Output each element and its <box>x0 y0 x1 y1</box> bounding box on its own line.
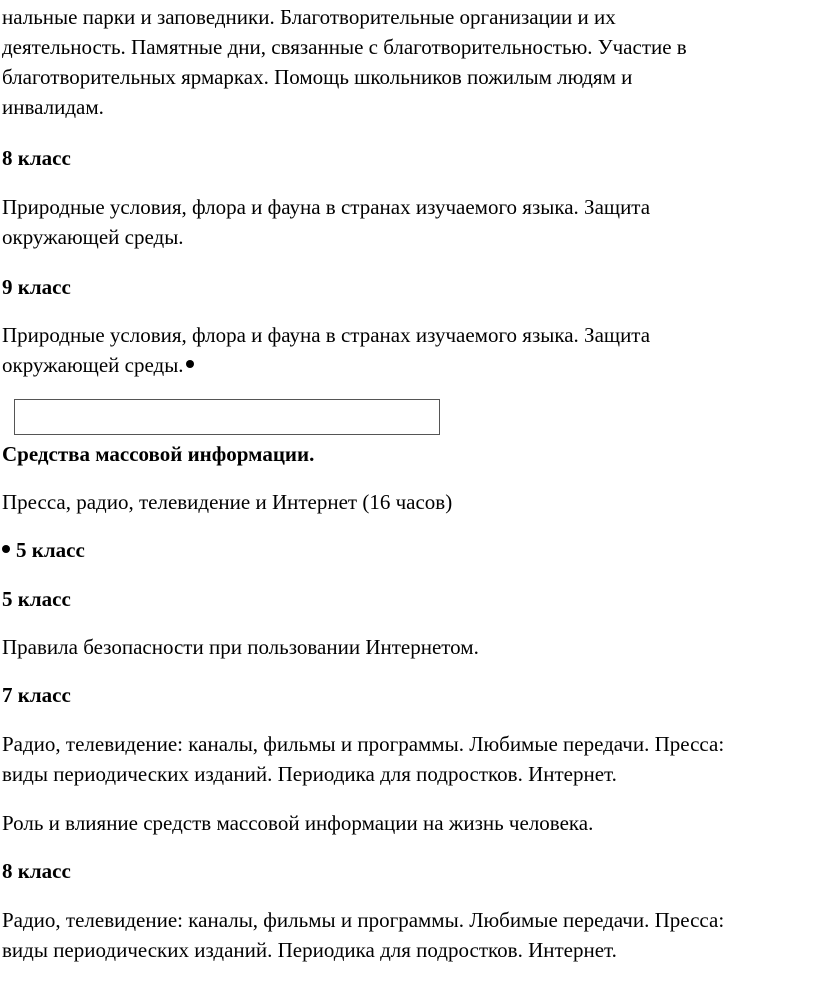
paragraph-line: окружающей среды. <box>2 225 184 249</box>
paragraph-line: инвалидам. <box>2 95 104 119</box>
heading-grade-7: 7 класс <box>2 683 71 707</box>
paragraph-media-influence: Роль и влияние средств массовой информации на жизнь человека. <box>2 811 594 835</box>
heading-grade-5-text: 5 класс <box>16 538 85 562</box>
empty-text-box <box>14 399 440 435</box>
paragraph-media-8 <box>2 905 724 965</box>
paragraph-mass-media-topics: Пресса, радио, телевидение и Интернет (16 часов) <box>2 490 453 514</box>
bullet-icon <box>186 360 194 368</box>
paragraph-line: виды периодических изданий. Периодика для подростков. Интернет. <box>2 762 617 786</box>
paragraph-line-with-bullet <box>2 350 650 380</box>
paragraph-nature-9 <box>2 320 650 380</box>
bulleted-heading-grade-5 <box>2 535 85 565</box>
heading-grade-8-media: 8 класс <box>2 859 71 883</box>
paragraph-line: нальные парки и заповедники. Благотворительные организации и их <box>2 5 616 29</box>
bullet-icon <box>2 545 10 553</box>
heading-grade-8-nature: 8 класс <box>2 146 71 170</box>
paragraph-line: окружающей среды. <box>2 353 184 377</box>
paragraph-line: благотворительных ярмарках. Помощь школьников пожилым людям и <box>2 65 633 89</box>
paragraph-line: Природные условия, флора и фауна в странах изучаемого языка. Защита <box>2 323 651 347</box>
paragraph-line: Радио, телевидение: каналы, фильмы и программы. Любимые передачи. Пресса: <box>2 908 725 932</box>
paragraph-internet-safety: Правила безопасности при пользовании Интернетом. <box>2 635 479 659</box>
paragraph-line: виды периодических изданий. Периодика для подростков. Интернет. <box>2 938 617 962</box>
paragraph-line: Природные условия, флора и фауна в странах изучаемого языка. Защита <box>2 195 651 219</box>
paragraph-charity <box>2 2 687 122</box>
paragraph-line: деятельность. Памятные дни, связанные с благотворительностью. Участие в <box>2 35 687 59</box>
paragraph-line: Радио, телевидение: каналы, фильмы и программы. Любимые передачи. Пресса: <box>2 732 725 756</box>
heading-grade-5: 5 класс <box>2 587 71 611</box>
paragraph-media-7 <box>2 729 724 789</box>
heading-mass-media: Средства массовой информации. <box>2 442 315 466</box>
paragraph-nature-8 <box>2 192 650 252</box>
heading-grade-9: 9 класс <box>2 275 71 299</box>
